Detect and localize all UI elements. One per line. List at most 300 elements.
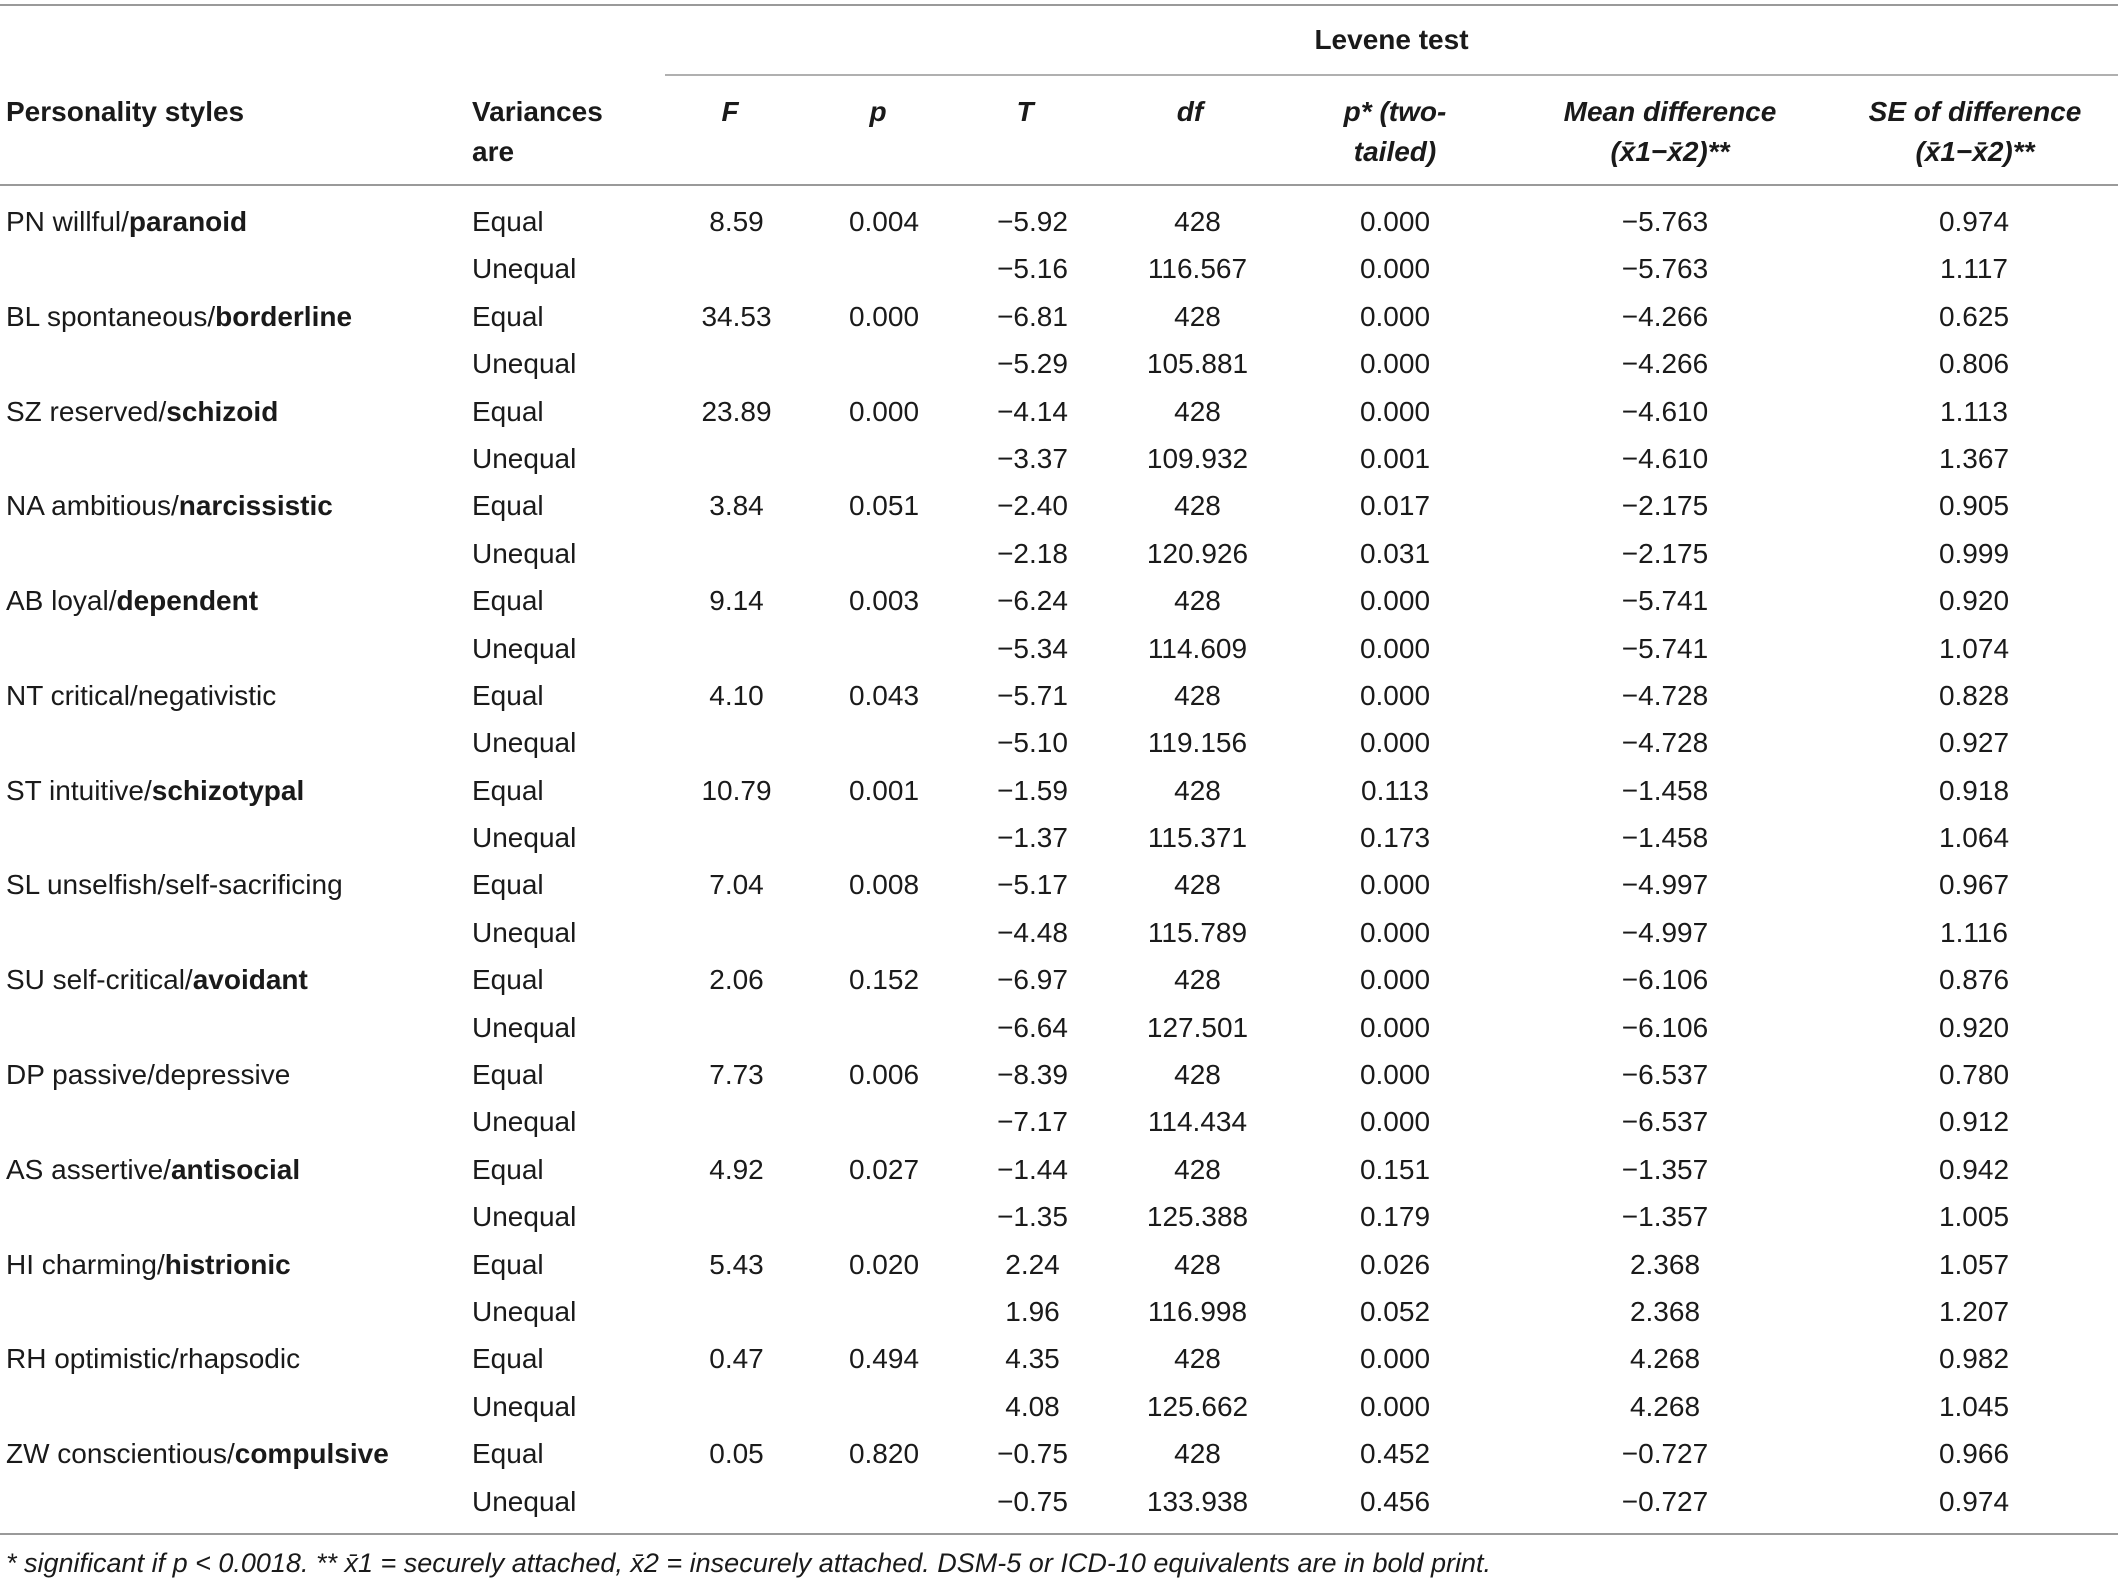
disorder-equivalent: schizoid bbox=[166, 395, 279, 427]
p-star-cell: 0.000 bbox=[1359, 1106, 1431, 1138]
header-rule bbox=[0, 184, 2118, 186]
p-star-cell: 0.000 bbox=[1359, 1011, 1431, 1043]
table-row bbox=[0, 578, 2118, 625]
variance-cell: Equal bbox=[472, 1248, 544, 1280]
variance-cell: Equal bbox=[472, 1153, 544, 1185]
table-row bbox=[0, 626, 2118, 673]
table-row bbox=[0, 294, 2118, 341]
se-difference-cell: 0.999 bbox=[1938, 537, 2010, 569]
p-cell: 0.020 bbox=[848, 1248, 920, 1280]
se-difference-cell: 1.367 bbox=[1938, 442, 2010, 474]
df-cell: 133.938 bbox=[1146, 1485, 1249, 1517]
df-cell: 116.567 bbox=[1147, 253, 1248, 285]
t-cell: −4.48 bbox=[997, 916, 1068, 948]
p-star-cell: 0.000 bbox=[1359, 727, 1431, 759]
variance-cell: Equal bbox=[472, 585, 544, 617]
f-cell: 34.53 bbox=[701, 300, 772, 332]
header-variances-are bbox=[472, 92, 603, 172]
variance-cell: Equal bbox=[472, 869, 544, 901]
p-star-cell: 0.000 bbox=[1359, 585, 1431, 617]
t-cell: −1.37 bbox=[997, 822, 1068, 854]
personality-style-cell bbox=[0, 957, 472, 1004]
personality-style-cell bbox=[0, 1147, 472, 1194]
df-cell: 428 bbox=[1174, 679, 1221, 711]
t-cell: 4.35 bbox=[1005, 1343, 1060, 1375]
results-table bbox=[0, 199, 2118, 1526]
mean-difference-cell: 4.268 bbox=[1629, 1343, 1701, 1375]
personality-style-cell bbox=[0, 626, 472, 673]
mean-difference-cell: −6.537 bbox=[1621, 1059, 1709, 1091]
variance-cell: Equal bbox=[472, 1343, 544, 1375]
p-star-cell: 0.000 bbox=[1359, 206, 1431, 237]
personality-style-cell bbox=[0, 1242, 472, 1289]
variance-cell: Unequal bbox=[472, 916, 577, 948]
p-star-cell: 0.113 bbox=[1361, 774, 1429, 806]
p-cell bbox=[808, 246, 960, 293]
table-row bbox=[0, 768, 2118, 815]
se-difference-cell: 0.927 bbox=[1938, 727, 2010, 759]
table-row bbox=[0, 436, 2118, 483]
p-cell: 0.004 bbox=[848, 206, 920, 237]
header-mean-diff-line1: Mean difference bbox=[1563, 96, 1777, 127]
p-star-cell: 0.000 bbox=[1359, 632, 1431, 664]
disorder-equivalent: schizotypal bbox=[151, 774, 305, 806]
personality-style-cell bbox=[0, 815, 472, 862]
se-difference-cell: 0.920 bbox=[1938, 1011, 2010, 1043]
personality-style-cell bbox=[0, 389, 472, 436]
p-cell bbox=[808, 341, 960, 388]
t-cell: −6.64 bbox=[997, 1011, 1068, 1043]
style-label: BL spontaneous/ bbox=[6, 300, 216, 332]
mean-difference-cell: −6.537 bbox=[1621, 1106, 1709, 1138]
f-cell: 5.43 bbox=[709, 1248, 764, 1280]
header-variances-line2: are bbox=[472, 136, 515, 167]
table-row bbox=[0, 1147, 2118, 1194]
personality-style-cell bbox=[0, 720, 472, 767]
f-cell bbox=[665, 531, 808, 578]
personality-style-cell bbox=[0, 294, 472, 341]
variance-cell: Equal bbox=[472, 964, 544, 996]
f-cell: 0.05 bbox=[709, 1438, 764, 1470]
df-cell: 114.434 bbox=[1147, 1106, 1248, 1138]
df-cell: 116.998 bbox=[1147, 1295, 1248, 1327]
f-cell: 2.06 bbox=[709, 964, 764, 996]
personality-style-cell bbox=[0, 1431, 472, 1478]
header-p-star-line1: p* (two- bbox=[1343, 96, 1447, 127]
t-cell: −0.75 bbox=[997, 1485, 1068, 1517]
se-difference-cell: 1.057 bbox=[1938, 1248, 2010, 1280]
df-cell: 428 bbox=[1174, 964, 1221, 996]
p-cell bbox=[808, 1005, 960, 1052]
disorder-equivalent: narcissistic bbox=[178, 490, 333, 522]
p-star-cell: 0.000 bbox=[1359, 300, 1431, 332]
df-cell: 115.371 bbox=[1147, 822, 1248, 854]
disorder-equivalent: dependent bbox=[116, 585, 259, 617]
table-row bbox=[0, 957, 2118, 1004]
header-F: F bbox=[721, 96, 739, 127]
mean-difference-cell: −4.266 bbox=[1621, 300, 1709, 332]
variance-cell: Unequal bbox=[472, 1295, 577, 1327]
t-cell: −3.37 bbox=[997, 442, 1068, 474]
disorder-equivalent: paranoid bbox=[128, 206, 248, 237]
p-cell: 0.000 bbox=[848, 395, 920, 427]
t-cell: −4.14 bbox=[997, 395, 1068, 427]
style-label: SZ reserved/ bbox=[6, 395, 167, 427]
table-row bbox=[0, 1099, 2118, 1146]
se-difference-cell: 1.064 bbox=[1938, 822, 2010, 854]
personality-style-cell bbox=[0, 1005, 472, 1052]
f-cell bbox=[665, 1099, 808, 1146]
f-cell bbox=[665, 436, 808, 483]
table-row bbox=[0, 1005, 2118, 1052]
mean-difference-cell: −1.357 bbox=[1621, 1201, 1709, 1233]
variance-cell: Equal bbox=[472, 1438, 544, 1470]
p-star-cell: 0.000 bbox=[1359, 964, 1431, 996]
variance-cell: Equal bbox=[472, 774, 544, 806]
p-cell: 0.027 bbox=[848, 1153, 920, 1185]
p-star-cell: 0.173 bbox=[1359, 822, 1431, 854]
t-cell: −5.17 bbox=[997, 869, 1068, 901]
p-cell bbox=[808, 815, 960, 862]
t-cell: −0.75 bbox=[997, 1438, 1068, 1470]
df-cell: 105.881 bbox=[1146, 348, 1249, 380]
disorder-equivalent: avoidant bbox=[192, 964, 308, 996]
table-row bbox=[0, 483, 2118, 530]
personality-style-cell bbox=[0, 768, 472, 815]
style-label: DP passive/depressive bbox=[6, 1059, 291, 1091]
personality-style-cell bbox=[0, 436, 472, 483]
personality-style-cell bbox=[0, 341, 472, 388]
variance-cell: Equal bbox=[472, 490, 544, 522]
p-star-cell: 0.000 bbox=[1359, 1059, 1431, 1091]
table-row bbox=[0, 1431, 2118, 1478]
p-cell: 0.000 bbox=[848, 300, 920, 332]
personality-style-cell bbox=[0, 199, 472, 246]
variance-cell: Unequal bbox=[472, 253, 577, 285]
style-label: HI charming/ bbox=[6, 1248, 165, 1280]
personality-style-cell bbox=[0, 910, 472, 957]
header-se-difference bbox=[1840, 92, 2110, 172]
personality-style-cell bbox=[0, 1052, 472, 1099]
se-difference-cell: 0.876 bbox=[1938, 964, 2010, 996]
se-difference-cell: 0.905 bbox=[1938, 490, 2010, 522]
f-cell: 8.59 bbox=[709, 206, 764, 237]
t-cell: −1.35 bbox=[997, 1201, 1068, 1233]
f-cell: 7.73 bbox=[709, 1059, 764, 1091]
p-star-cell: 0.000 bbox=[1359, 253, 1431, 285]
style-label: NT critical/negativistic bbox=[6, 679, 277, 711]
personality-style-cell bbox=[0, 1194, 472, 1241]
t-cell: −5.16 bbox=[997, 253, 1068, 285]
df-cell: 119.156 bbox=[1147, 727, 1248, 759]
se-difference-cell: 1.117 bbox=[1940, 253, 2008, 285]
disorder-equivalent: histrionic bbox=[164, 1248, 291, 1280]
header-se-diff-line2: (x̄1−x̄2)** bbox=[1915, 136, 2035, 167]
personality-style-cell bbox=[0, 1479, 472, 1526]
f-cell bbox=[665, 815, 808, 862]
t-cell: −7.17 bbox=[997, 1106, 1068, 1138]
table-row bbox=[0, 246, 2118, 293]
df-cell: 428 bbox=[1174, 1438, 1221, 1470]
header-p-star-line2: tailed) bbox=[1353, 136, 1437, 167]
style-label: PN willful/ bbox=[6, 206, 129, 237]
personality-style-cell bbox=[0, 578, 472, 625]
se-difference-cell: 0.920 bbox=[1938, 585, 2010, 617]
personality-style-cell bbox=[0, 1336, 472, 1383]
style-label: AB loyal/ bbox=[6, 585, 117, 617]
table-row bbox=[0, 910, 2118, 957]
p-star-cell: 0.000 bbox=[1359, 869, 1431, 901]
personality-style-cell bbox=[0, 531, 472, 578]
mean-difference-cell: −6.106 bbox=[1621, 964, 1709, 996]
se-difference-cell: 0.912 bbox=[1938, 1106, 2010, 1138]
df-cell: 428 bbox=[1174, 1153, 1221, 1185]
df-cell: 120.926 bbox=[1146, 537, 1249, 569]
f-cell bbox=[665, 626, 808, 673]
t-cell: −1.44 bbox=[997, 1153, 1068, 1185]
p-star-cell: 0.000 bbox=[1359, 679, 1431, 711]
f-cell: 7.04 bbox=[709, 869, 764, 901]
variance-cell: Unequal bbox=[472, 727, 577, 759]
table-row bbox=[0, 862, 2118, 909]
p-star-cell: 0.151 bbox=[1359, 1153, 1431, 1185]
df-cell: 109.932 bbox=[1146, 442, 1249, 474]
t-cell: −8.39 bbox=[997, 1059, 1068, 1091]
f-cell bbox=[665, 1384, 808, 1431]
personality-style-cell bbox=[0, 1289, 472, 1336]
df-cell: 127.501 bbox=[1146, 1011, 1249, 1043]
p-star-cell: 0.052 bbox=[1359, 1295, 1431, 1327]
t-cell: −5.29 bbox=[997, 348, 1068, 380]
variance-cell: Equal bbox=[472, 300, 544, 332]
f-cell: 10.79 bbox=[701, 774, 772, 806]
df-cell: 114.609 bbox=[1147, 632, 1248, 664]
mean-difference-cell: −1.458 bbox=[1621, 774, 1709, 806]
se-difference-cell: 0.806 bbox=[1938, 348, 2010, 380]
p-cell: 0.006 bbox=[848, 1059, 920, 1091]
df-cell: 125.388 bbox=[1146, 1201, 1249, 1233]
df-cell: 115.789 bbox=[1147, 916, 1248, 948]
se-difference-cell: 0.974 bbox=[1938, 206, 2010, 237]
se-difference-cell: 0.625 bbox=[1938, 300, 2010, 332]
f-cell bbox=[665, 1479, 808, 1526]
se-difference-cell: 0.967 bbox=[1938, 869, 2010, 901]
p-star-cell: 0.456 bbox=[1359, 1485, 1431, 1517]
table-row bbox=[0, 531, 2118, 578]
p-star-cell: 0.000 bbox=[1359, 1390, 1431, 1422]
df-cell: 428 bbox=[1174, 1248, 1221, 1280]
variance-cell: Unequal bbox=[472, 1485, 577, 1517]
se-difference-cell: 0.828 bbox=[1938, 679, 2010, 711]
se-difference-cell: 0.780 bbox=[1938, 1059, 2010, 1091]
personality-style-cell bbox=[0, 1384, 472, 1431]
style-label: NA ambitious/ bbox=[6, 490, 179, 522]
style-label: AS assertive/ bbox=[6, 1153, 171, 1185]
p-cell bbox=[808, 436, 960, 483]
personality-style-cell bbox=[0, 673, 472, 720]
variance-cell: Unequal bbox=[472, 442, 577, 474]
style-label: SL unselfish/self-sacrificing bbox=[6, 869, 343, 901]
t-cell: −5.10 bbox=[997, 727, 1068, 759]
mean-difference-cell: −4.997 bbox=[1621, 869, 1709, 901]
t-cell: 4.08 bbox=[1005, 1390, 1060, 1422]
style-label: RH optimistic/rhapsodic bbox=[6, 1343, 301, 1375]
header-p-star bbox=[1290, 92, 1500, 172]
mean-difference-cell: −4.266 bbox=[1621, 348, 1709, 380]
f-cell bbox=[665, 1005, 808, 1052]
disorder-equivalent: borderline bbox=[215, 300, 353, 332]
t-cell: −6.81 bbox=[997, 300, 1068, 332]
table-row bbox=[0, 1384, 2118, 1431]
table-row bbox=[0, 1052, 2118, 1099]
header-personality-styles: Personality styles bbox=[6, 96, 245, 127]
mean-difference-cell: −4.728 bbox=[1621, 727, 1709, 759]
se-difference-cell: 0.942 bbox=[1938, 1153, 2010, 1185]
df-cell: 428 bbox=[1174, 1343, 1221, 1375]
mean-difference-cell: −1.458 bbox=[1621, 822, 1709, 854]
variance-cell: Unequal bbox=[472, 1011, 577, 1043]
se-difference-cell: 1.207 bbox=[1938, 1295, 2010, 1327]
f-cell bbox=[665, 1194, 808, 1241]
p-cell bbox=[808, 1099, 960, 1146]
mean-difference-cell: −5.763 bbox=[1621, 206, 1709, 237]
mean-difference-cell: −5.741 bbox=[1621, 632, 1709, 664]
variance-cell: Unequal bbox=[472, 1201, 577, 1233]
table-row bbox=[0, 1479, 2118, 1526]
t-cell: 1.96 bbox=[1005, 1295, 1060, 1327]
f-cell: 9.14 bbox=[709, 585, 764, 617]
df-cell: 428 bbox=[1174, 206, 1221, 237]
p-cell bbox=[808, 1194, 960, 1241]
p-cell: 0.008 bbox=[848, 869, 920, 901]
p-cell bbox=[808, 720, 960, 767]
p-cell bbox=[808, 1384, 960, 1431]
p-star-cell: 0.026 bbox=[1359, 1248, 1431, 1280]
p-cell: 0.494 bbox=[848, 1343, 920, 1375]
variance-cell: Equal bbox=[472, 1059, 544, 1091]
header-se-diff-line1: SE of difference bbox=[1868, 96, 2082, 127]
mean-difference-cell: −2.175 bbox=[1621, 490, 1709, 522]
t-cell: 2.24 bbox=[1005, 1248, 1060, 1280]
mean-difference-cell: −4.728 bbox=[1621, 679, 1709, 711]
p-cell: 0.003 bbox=[848, 585, 920, 617]
table-row bbox=[0, 1336, 2118, 1383]
t-cell: −5.34 bbox=[997, 632, 1068, 664]
t-cell: −1.59 bbox=[997, 774, 1068, 806]
p-cell: 0.820 bbox=[848, 1438, 920, 1470]
p-star-cell: 0.179 bbox=[1359, 1201, 1431, 1233]
mean-difference-cell: 2.368 bbox=[1629, 1248, 1701, 1280]
p-cell bbox=[808, 1289, 960, 1336]
header-T: T bbox=[1016, 96, 1034, 127]
variance-cell: Equal bbox=[472, 395, 544, 427]
df-cell: 428 bbox=[1174, 300, 1221, 332]
df-cell: 428 bbox=[1174, 1059, 1221, 1091]
f-cell: 3.84 bbox=[709, 490, 764, 522]
header-p: p bbox=[869, 96, 887, 127]
mean-difference-cell: −4.610 bbox=[1621, 395, 1709, 427]
f-cell: 0.47 bbox=[709, 1343, 764, 1375]
se-difference-cell: 0.982 bbox=[1938, 1343, 2010, 1375]
mean-difference-cell: −4.997 bbox=[1621, 916, 1709, 948]
disorder-equivalent: antisocial bbox=[170, 1153, 301, 1185]
variance-cell: Unequal bbox=[472, 822, 577, 854]
se-difference-cell: 1.116 bbox=[1940, 916, 2008, 948]
t-cell: −5.71 bbox=[997, 679, 1068, 711]
mean-difference-cell: −4.610 bbox=[1621, 442, 1709, 474]
variance-cell: Unequal bbox=[472, 537, 577, 569]
t-cell: −2.18 bbox=[997, 537, 1068, 569]
header-mean-diff-line2: (x̄1−x̄2)** bbox=[1610, 136, 1730, 167]
f-cell bbox=[665, 341, 808, 388]
header-variances-line1: Variances bbox=[472, 96, 603, 127]
bottom-rule bbox=[0, 1533, 2118, 1535]
mean-difference-cell: −0.727 bbox=[1621, 1485, 1709, 1517]
header-mean-difference bbox=[1510, 92, 1830, 172]
f-cell: 23.89 bbox=[701, 395, 772, 427]
personality-style-cell bbox=[0, 246, 472, 293]
table-row bbox=[0, 1289, 2118, 1336]
variance-cell: Unequal bbox=[472, 348, 577, 380]
p-cell: 0.051 bbox=[848, 490, 920, 522]
personality-style-cell bbox=[0, 1099, 472, 1146]
personality-style-cell bbox=[0, 483, 472, 530]
table-row bbox=[0, 673, 2118, 720]
variance-cell: Equal bbox=[472, 206, 544, 237]
p-star-cell: 0.452 bbox=[1359, 1438, 1431, 1470]
style-label: SU self-critical/ bbox=[6, 964, 193, 996]
table-row bbox=[0, 389, 2118, 436]
p-cell bbox=[808, 626, 960, 673]
table-row bbox=[0, 720, 2118, 767]
se-difference-cell: 0.918 bbox=[1938, 774, 2010, 806]
df-cell: 428 bbox=[1174, 585, 1221, 617]
variance-cell: Unequal bbox=[472, 1106, 577, 1138]
p-star-cell: 0.031 bbox=[1359, 537, 1431, 569]
se-difference-cell: 1.074 bbox=[1938, 632, 2010, 664]
mean-difference-cell: −2.175 bbox=[1621, 537, 1709, 569]
table-footnote: * significant if p < 0.0018. ** x̄1 = securely attached, x̄2 = insecurely attached. DSM-5 or ICD-10 equivalents are in bold print. bbox=[6, 1548, 1492, 1578]
p-cell bbox=[808, 531, 960, 578]
t-cell: −6.24 bbox=[997, 585, 1068, 617]
mean-difference-cell: 4.268 bbox=[1629, 1390, 1701, 1422]
p-cell: 0.043 bbox=[848, 679, 920, 711]
se-difference-cell: 0.966 bbox=[1938, 1438, 2010, 1470]
p-cell: 0.001 bbox=[848, 774, 920, 806]
variance-cell: Unequal bbox=[472, 632, 577, 664]
table-row bbox=[0, 815, 2118, 862]
f-cell bbox=[665, 246, 808, 293]
p-star-cell: 0.000 bbox=[1359, 348, 1431, 380]
df-cell: 428 bbox=[1174, 395, 1221, 427]
levene-group-rule bbox=[665, 74, 2118, 76]
p-cell bbox=[808, 910, 960, 957]
p-star-cell: 0.000 bbox=[1359, 916, 1431, 948]
header-df: df bbox=[1176, 96, 1204, 127]
variance-cell: Equal bbox=[472, 679, 544, 711]
se-difference-cell: 1.045 bbox=[1938, 1390, 2010, 1422]
f-cell: 4.10 bbox=[709, 679, 764, 711]
f-cell bbox=[665, 1289, 808, 1336]
mean-difference-cell: −0.727 bbox=[1621, 1438, 1709, 1470]
f-cell: 4.92 bbox=[709, 1153, 764, 1185]
df-cell: 428 bbox=[1174, 869, 1221, 901]
t-cell: −2.40 bbox=[997, 490, 1068, 522]
p-star-cell: 0.000 bbox=[1359, 1343, 1431, 1375]
se-difference-cell: 1.113 bbox=[1940, 395, 2008, 427]
t-cell: −6.97 bbox=[997, 964, 1068, 996]
p-cell bbox=[808, 1479, 960, 1526]
